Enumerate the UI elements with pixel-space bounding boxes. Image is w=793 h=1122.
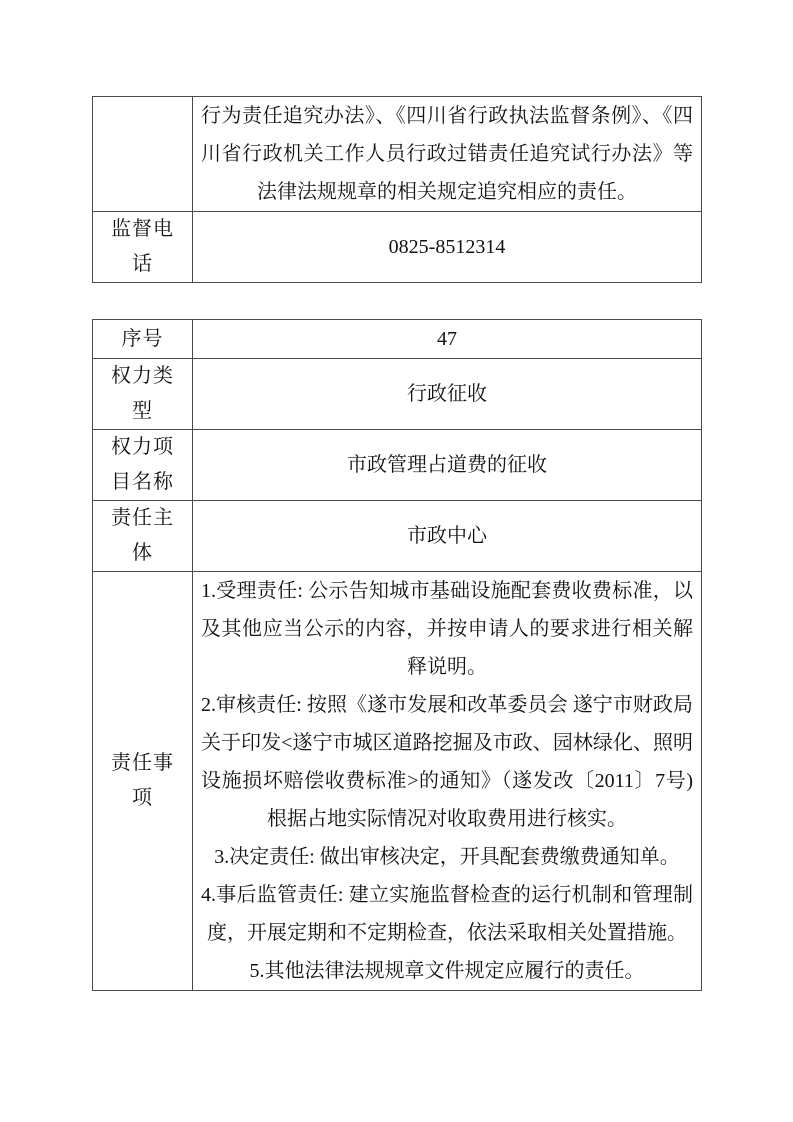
table-row <box>93 97 702 212</box>
supervision-table <box>92 96 702 283</box>
duty-item-5: 5.其他法律法规规章文件规定应履行的责任。 <box>249 960 645 982</box>
row-label-power-type: 权力类型 <box>93 359 193 430</box>
row-label-power-item-name: 权力项目名称 <box>93 430 193 501</box>
table-row <box>93 430 702 501</box>
duty-item-4: 4.事后监管责任: 建立实施监督检查的运行机制和管理制度，开展定期和不定期检查，依法采取相关处置措施。 <box>201 884 693 944</box>
supervision-phone-value: 0825-8512314 <box>193 212 702 283</box>
duty-item-3: 3.决定责任: 做出审核决定，开具配套费缴费通知单。 <box>214 846 680 868</box>
row-label-empty <box>93 97 193 212</box>
accountability-continuation-text: 行为责任追究办法》、《四川省行政执法监督条例》、《四川省行政机关工作人员行政过错责任追究试行办法》等法律法规规章的相关规定追究相应的责任。 <box>193 97 702 212</box>
row-label-duty-items: 责任事项 <box>93 572 193 991</box>
power-item-table <box>92 319 702 991</box>
table-row <box>93 572 702 991</box>
serial-number-value: 47 <box>193 320 702 359</box>
table-row <box>93 320 702 359</box>
duty-items-cell <box>193 572 702 991</box>
power-type-value: 行政征收 <box>193 359 702 430</box>
row-label-supervision-phone: 监督电话 <box>93 212 193 283</box>
table-row <box>93 212 702 283</box>
responsible-body-value: 市政中心 <box>193 501 702 572</box>
table-row <box>93 359 702 430</box>
row-label-responsible-body: 责任主体 <box>93 501 193 572</box>
row-label-serial-number: 序号 <box>93 320 193 359</box>
duty-item-1: 1.受理责任: 公示告知城市基础设施配套费收费标准，以及其他应当公示的内容，并按申请人的要求进行相关解释说明。 <box>201 580 693 678</box>
table-row <box>93 501 702 572</box>
power-item-name-value: 市政管理占道费的征收 <box>193 430 702 501</box>
duty-item-2: 2.审核责任: 按照《遂市发展和改革委员会 遂宁市财政局关于印发<遂宁市城区道路挖掘及市政、园林绿化、照明设施损坏赔偿收费标准>的通知》（遂发改〔2011〕7号)根据占地实际情况对收取费用进行核实。 <box>201 694 693 830</box>
